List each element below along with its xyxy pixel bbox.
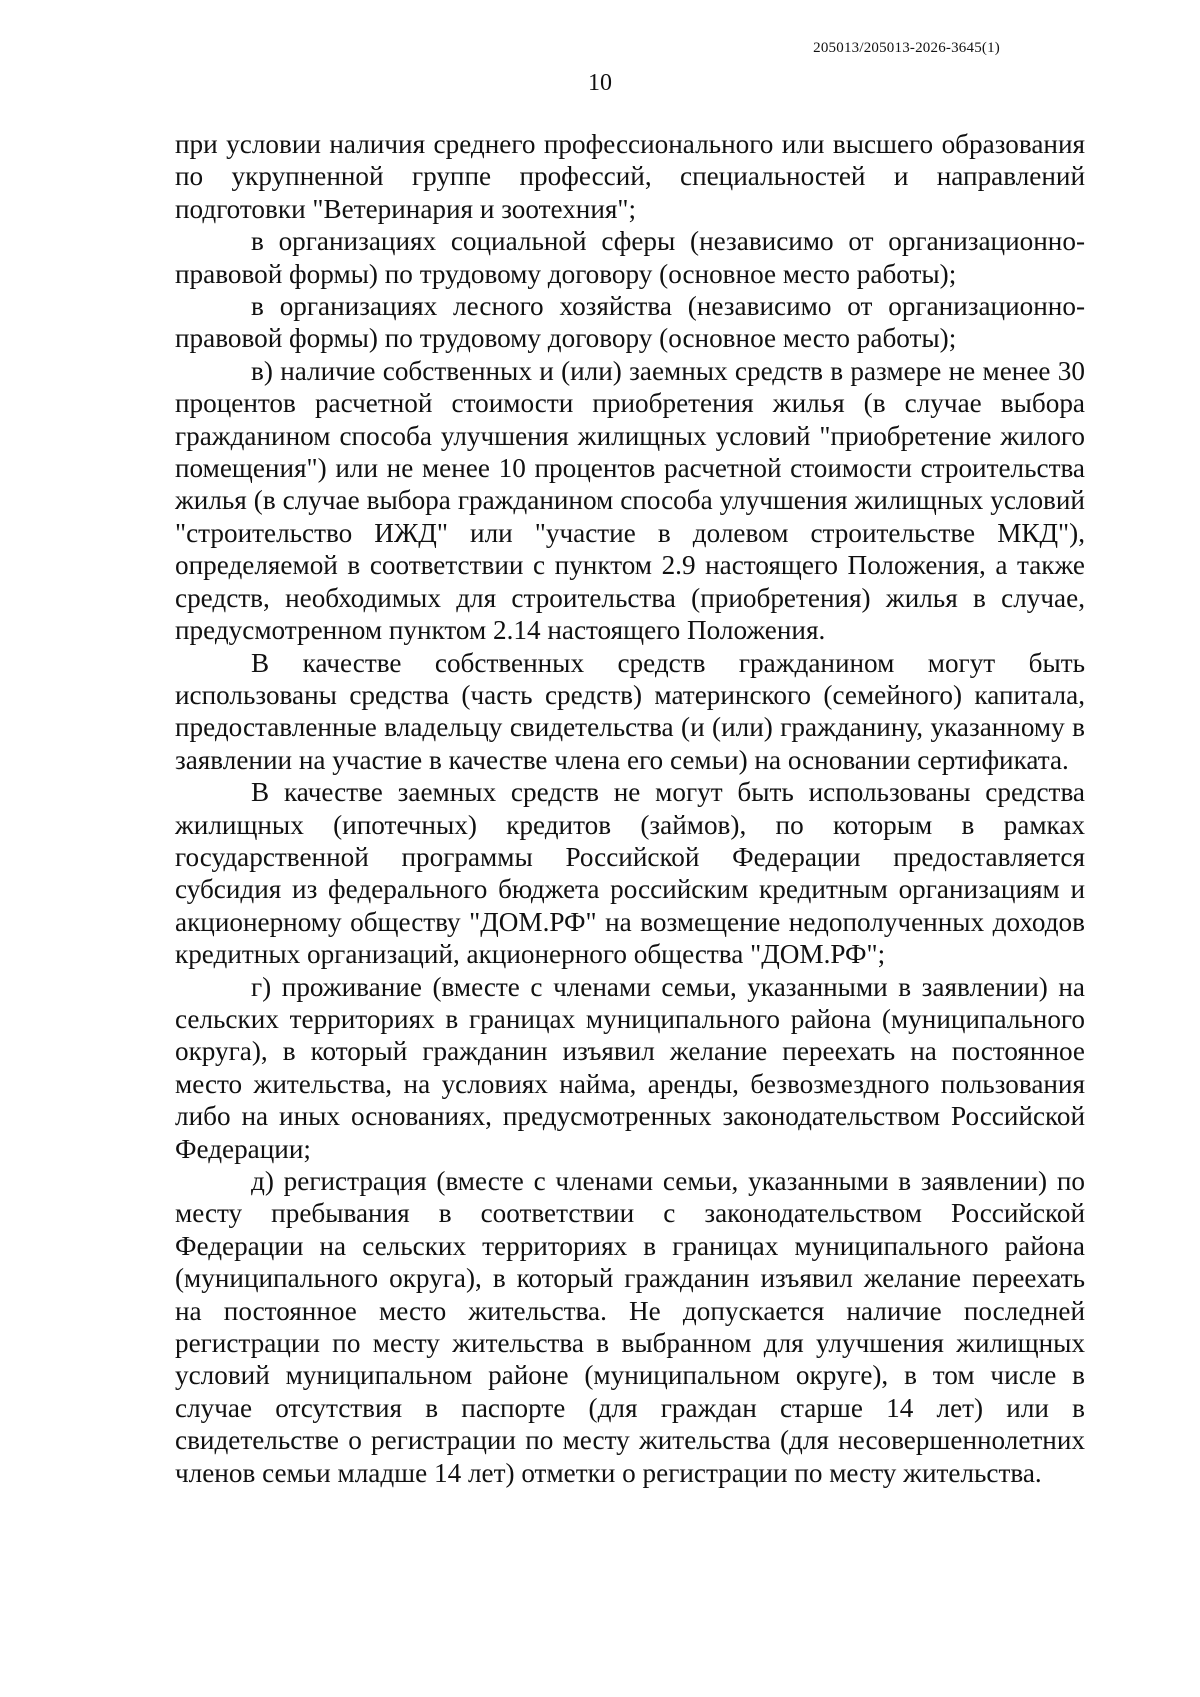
paragraph-1: при условии наличия среднего профессионального или высшего образования по укрупненной группе профессий, специальностей и направлений подготовки "Ветеринария и зоотехния"; bbox=[175, 129, 1085, 224]
document-body bbox=[175, 128, 1085, 1489]
paragraph-4: в) наличие собственных и (или) заемных средств в размере не менее 30 процентов расчетной стоимости приобретения жилья (в случае выбора гражданином способа улучшения жилищных условий "приобретение жилого помещения") или не менее 10 процентов расчетной стоимости строительства жилья (в случае выбора гражданином способа улучшения жилищных условий "строительство ИЖД" или "участие в долевом строительстве МКД"), определяемой в соответствии с пунктом 2.9 настоящего Положения, а также средств, необходимых для строительства (приобретения) жилья в случае, предусмотренном пунктом 2.14 настоящего Положения. bbox=[175, 355, 1085, 646]
page-number: 10 bbox=[588, 70, 612, 96]
paragraph-7: г) проживание (вместе с членами семьи, указанными в заявлении) на сельских территориях в границах муниципального района (муниципального округа), в который гражданин изъявил желание переехать на постоянное место жительства, на условиях найма, аренды, безвозмездного пользования либо на иных основаниях, предусмотренных законодательством Российской Федерации; bbox=[175, 971, 1085, 1164]
paragraph-3: в организациях лесного хозяйства (независимо от организационно-правовой формы) по трудовому договору (основное место работы); bbox=[175, 291, 1085, 354]
paragraph-5: В качестве собственных средств гражданином могут быть использованы средства (часть средств) материнского (семейного) капитала, предоставленные владельцу свидетельства (и (или) гражданину, указанному в заявлении на участие в качестве члена его семьи) на основании сертификата. bbox=[175, 647, 1085, 775]
paragraph-2: в организациях социальной сферы (независимо от организационно-правовой формы) по трудовому договору (основное место работы); bbox=[175, 226, 1085, 289]
paragraph-6: В качестве заемных средств не могут быть использованы средства жилищных (ипотечных) кредитов (займов), по которым в рамках государственной программы Российской Федерации предоставляется субсидия из федерального бюджета российским кредитным организациям и акционерному обществу "ДОМ.РФ" на возмещение недополученных доходов кредитных организаций, акционерного общества "ДОМ.РФ"; bbox=[175, 777, 1085, 970]
document-number: 205013/205013-2026-3645(1) bbox=[813, 40, 1000, 56]
paragraph-8: д) регистрация (вместе с членами семьи, указанными в заявлении) по месту пребывания в соответствии с законодательством Российской Федерации на сельских территориях в границах муниципального района (муниципального округа), в который гражданин изъявил желание переехать на постоянное место жительства. Не допускается наличие последней регистрации по месту жительства в выбранном для улучшения жилищных условий муниципальном районе (муниципальном округе), в том числе в случае отсутствия в паспорте (для граждан старше 14 лет) или в свидетельстве о регистрации по месту жительства (для несовершеннолетних членов семьи младше 14 лет) отметки о регистрации по месту жительства. bbox=[175, 1166, 1085, 1488]
